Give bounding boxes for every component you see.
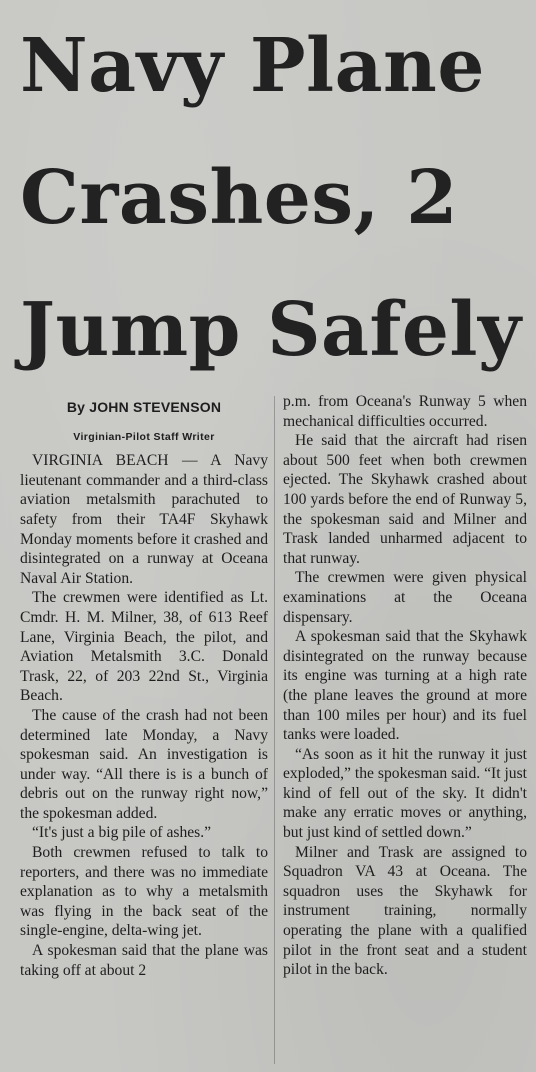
paragraph: The cause of the crash had not been determined late Monday, a Navy spokesman said. An investigation is under way. “All there is is a bunch of debris out on the runway right now,” the spokesman added.	[20, 706, 268, 822]
paragraph: The crewmen were identified as Lt. Cmdr. H. M. Milner, 38, of 613 Reef Lane, Virginia Beach, the pilot, and Aviation Metalsmith 3.C. Donald Trask, 22, of 203 22nd St., Virginia Beach.	[20, 589, 268, 705]
headline-line-1: Navy Plane	[20, 23, 485, 109]
paragraph: VIRGINIA BEACH — A Navy lieutenant commander and a third-class aviation metalsmith parachuted to safety from their TA4F Skyhawk Monday moments before it crashed and disintegrated on a runway at Oceana Naval Air Station.	[20, 452, 268, 587]
article-column-right	[283, 392, 527, 980]
headline	[20, 0, 530, 396]
paragraph: A spokesman said that the Skyhawk disintegrated on the runway because its engine was turning at a high rate (the plane leaves the ground at more than 100 miles per hour) and its fuel tanks were loaded.	[283, 628, 527, 744]
paragraph: “It's just a big pile of ashes.”	[32, 824, 212, 842]
paragraph: Milner and Trask are assigned to Squadron VA 43 at Oceana. The squadron uses the Skyhawk for instrument training, normally operating the plane with a qualified pilot in the front seat and a student pilot in the back.	[283, 843, 527, 979]
article-column-left	[20, 392, 268, 980]
column-divider	[274, 396, 275, 1064]
paragraph: A spokesman said that the plane was taking off at about 2	[20, 942, 268, 979]
paragraph: “As soon as it hit the runway it just exploded,” the spokesman said. “It just kind of fell out of the sky. It didn't make any erratic moves or anything, but just kind of settled down.”	[283, 745, 527, 842]
headline-line-2: Crashes, 2	[20, 155, 459, 241]
paragraph: The crewmen were given physical examinations at the Oceana dispensary.	[283, 569, 527, 626]
headline-line-3: Jump Safely	[20, 287, 522, 373]
paragraph: p.m. from Oceana's Runway 5 when mechanical difficulties occurred.	[283, 393, 527, 430]
staff-writer-credit: Virginian-Pilot Staff Writer	[73, 430, 215, 443]
paragraph: Both crewmen refused to talk to reporters, and there was no immediate explanation as to why a metalsmith was flying in the back seat of the single-engine, delta-wing jet.	[20, 844, 268, 940]
paragraph: He said that the aircraft had risen about 500 feet when both crewmen ejected. The Skyhawk crashed about 100 yards before the end of Runway 5, the spokesman said and Milner and Trask landed unharmed adjacent to that runway.	[283, 432, 527, 567]
byline: By JOHN STEVENSON	[66, 399, 222, 415]
